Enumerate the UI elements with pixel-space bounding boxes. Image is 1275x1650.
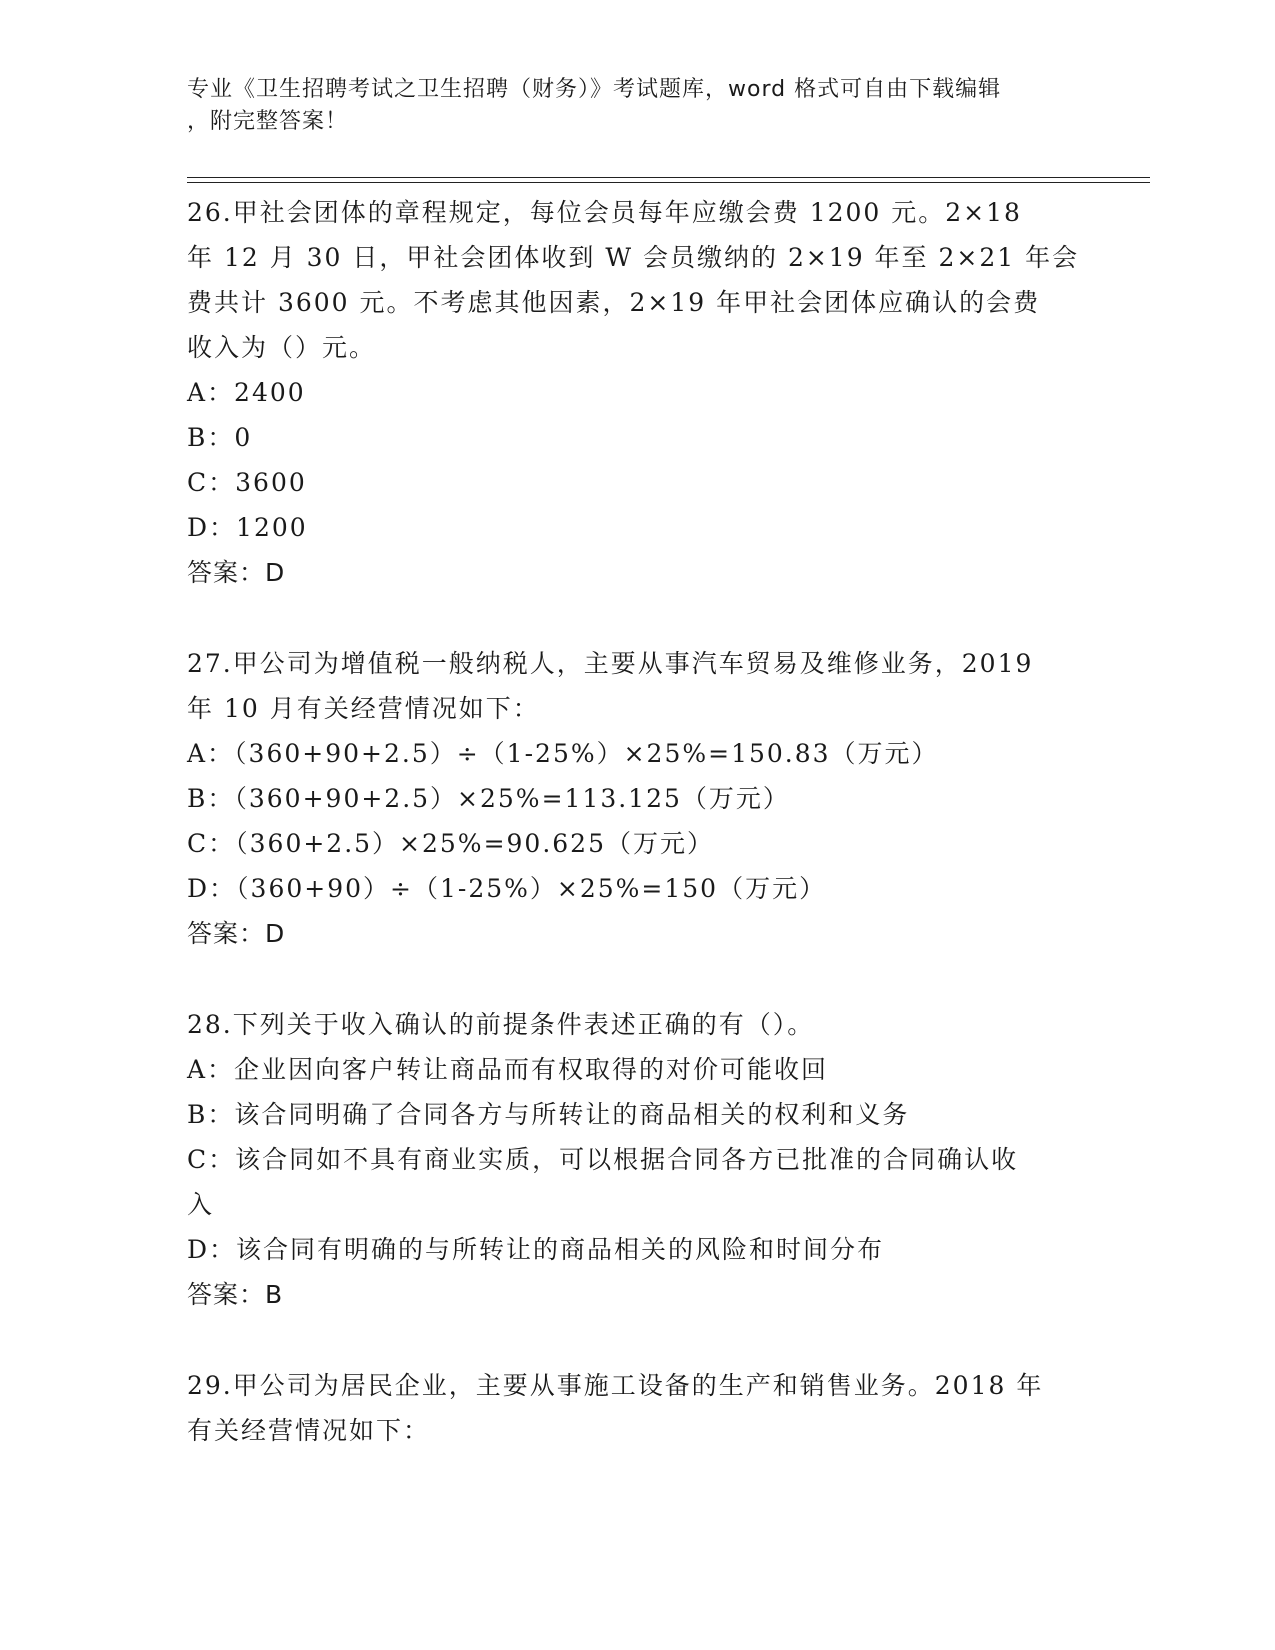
header-divider-top: [187, 177, 1150, 178]
question-stem-line: 29.甲公司为居民企业，主要从事施工设备的生产和销售业务。2018 年: [187, 1371, 1044, 1400]
option-d: D：（360+90）÷（1-25%）×25%=150（万元）: [187, 874, 827, 903]
header-line-2: ，附完整答案！: [187, 109, 349, 134]
option-b: B：（360+90+2.5）×25%=113.125（万元）: [187, 784, 790, 813]
question-list: [187, 190, 1087, 1453]
option-c: C：该合同如不具有商业实质，可以根据合同各方已批准的合同确认收: [187, 1145, 1019, 1174]
question-stem-line: 收入为（）元。: [187, 333, 377, 362]
option-b: B：0: [187, 423, 253, 452]
question-28: [187, 1002, 1087, 1317]
header-divider-bottom: [187, 182, 1150, 183]
header-line-1: 专业《卫生招聘考试之卫生招聘（财务）》考试题库，word 格式可自由下载编辑: [187, 77, 1002, 102]
answer-label: 答案：D: [187, 558, 286, 587]
question-stem-line: 28.下列关于收入确认的前提条件表述正确的有（）。: [187, 1010, 815, 1039]
answer-label: 答案：D: [187, 919, 286, 948]
question-27: [187, 641, 1087, 956]
question-stem-line: 年 10 月有关经营情况如下：: [187, 694, 540, 723]
question-stem-line: 27.甲公司为增值税一般纳税人，主要从事汽车贸易及维修业务，2019: [187, 649, 1034, 678]
question-stem-line: 年 12 月 30 日，甲社会团体收到 W 会员缴纳的 2×19 年至 2×21 年会: [187, 243, 1080, 272]
option-d: D：该合同有明确的与所转让的商品相关的风险和时间分布: [187, 1235, 885, 1264]
option-c: C：（360+2.5）×25%=90.625（万元）: [187, 829, 714, 858]
option-c: C：3600: [187, 468, 307, 497]
question-29: [187, 1363, 1087, 1453]
option-a: A：2400: [187, 378, 306, 407]
option-a: A：（360+90+2.5）÷（1-25%）×25%=150.83（万元）: [187, 739, 939, 768]
question-stem-line: 有关经营情况如下：: [187, 1416, 431, 1445]
option-b: B：该合同明确了合同各方与所转让的商品相关的权利和义务: [187, 1100, 910, 1129]
option-d: D：1200: [187, 513, 308, 542]
document-header: [187, 74, 1067, 138]
question-stem-line: 费共计 3600 元。不考虑其他因素，2×19 年甲社会团体应确认的会费: [187, 288, 1041, 317]
question-26: [187, 190, 1087, 595]
option-a: A：企业因向客户转让商品而有权取得的对价可能收回: [187, 1055, 829, 1084]
option-c-continuation: 入: [187, 1190, 215, 1219]
question-stem-line: 26.甲社会团体的章程规定，每位会员每年应缴会费 1200 元。2×18: [187, 198, 1022, 227]
answer-label: 答案：B: [187, 1280, 284, 1309]
